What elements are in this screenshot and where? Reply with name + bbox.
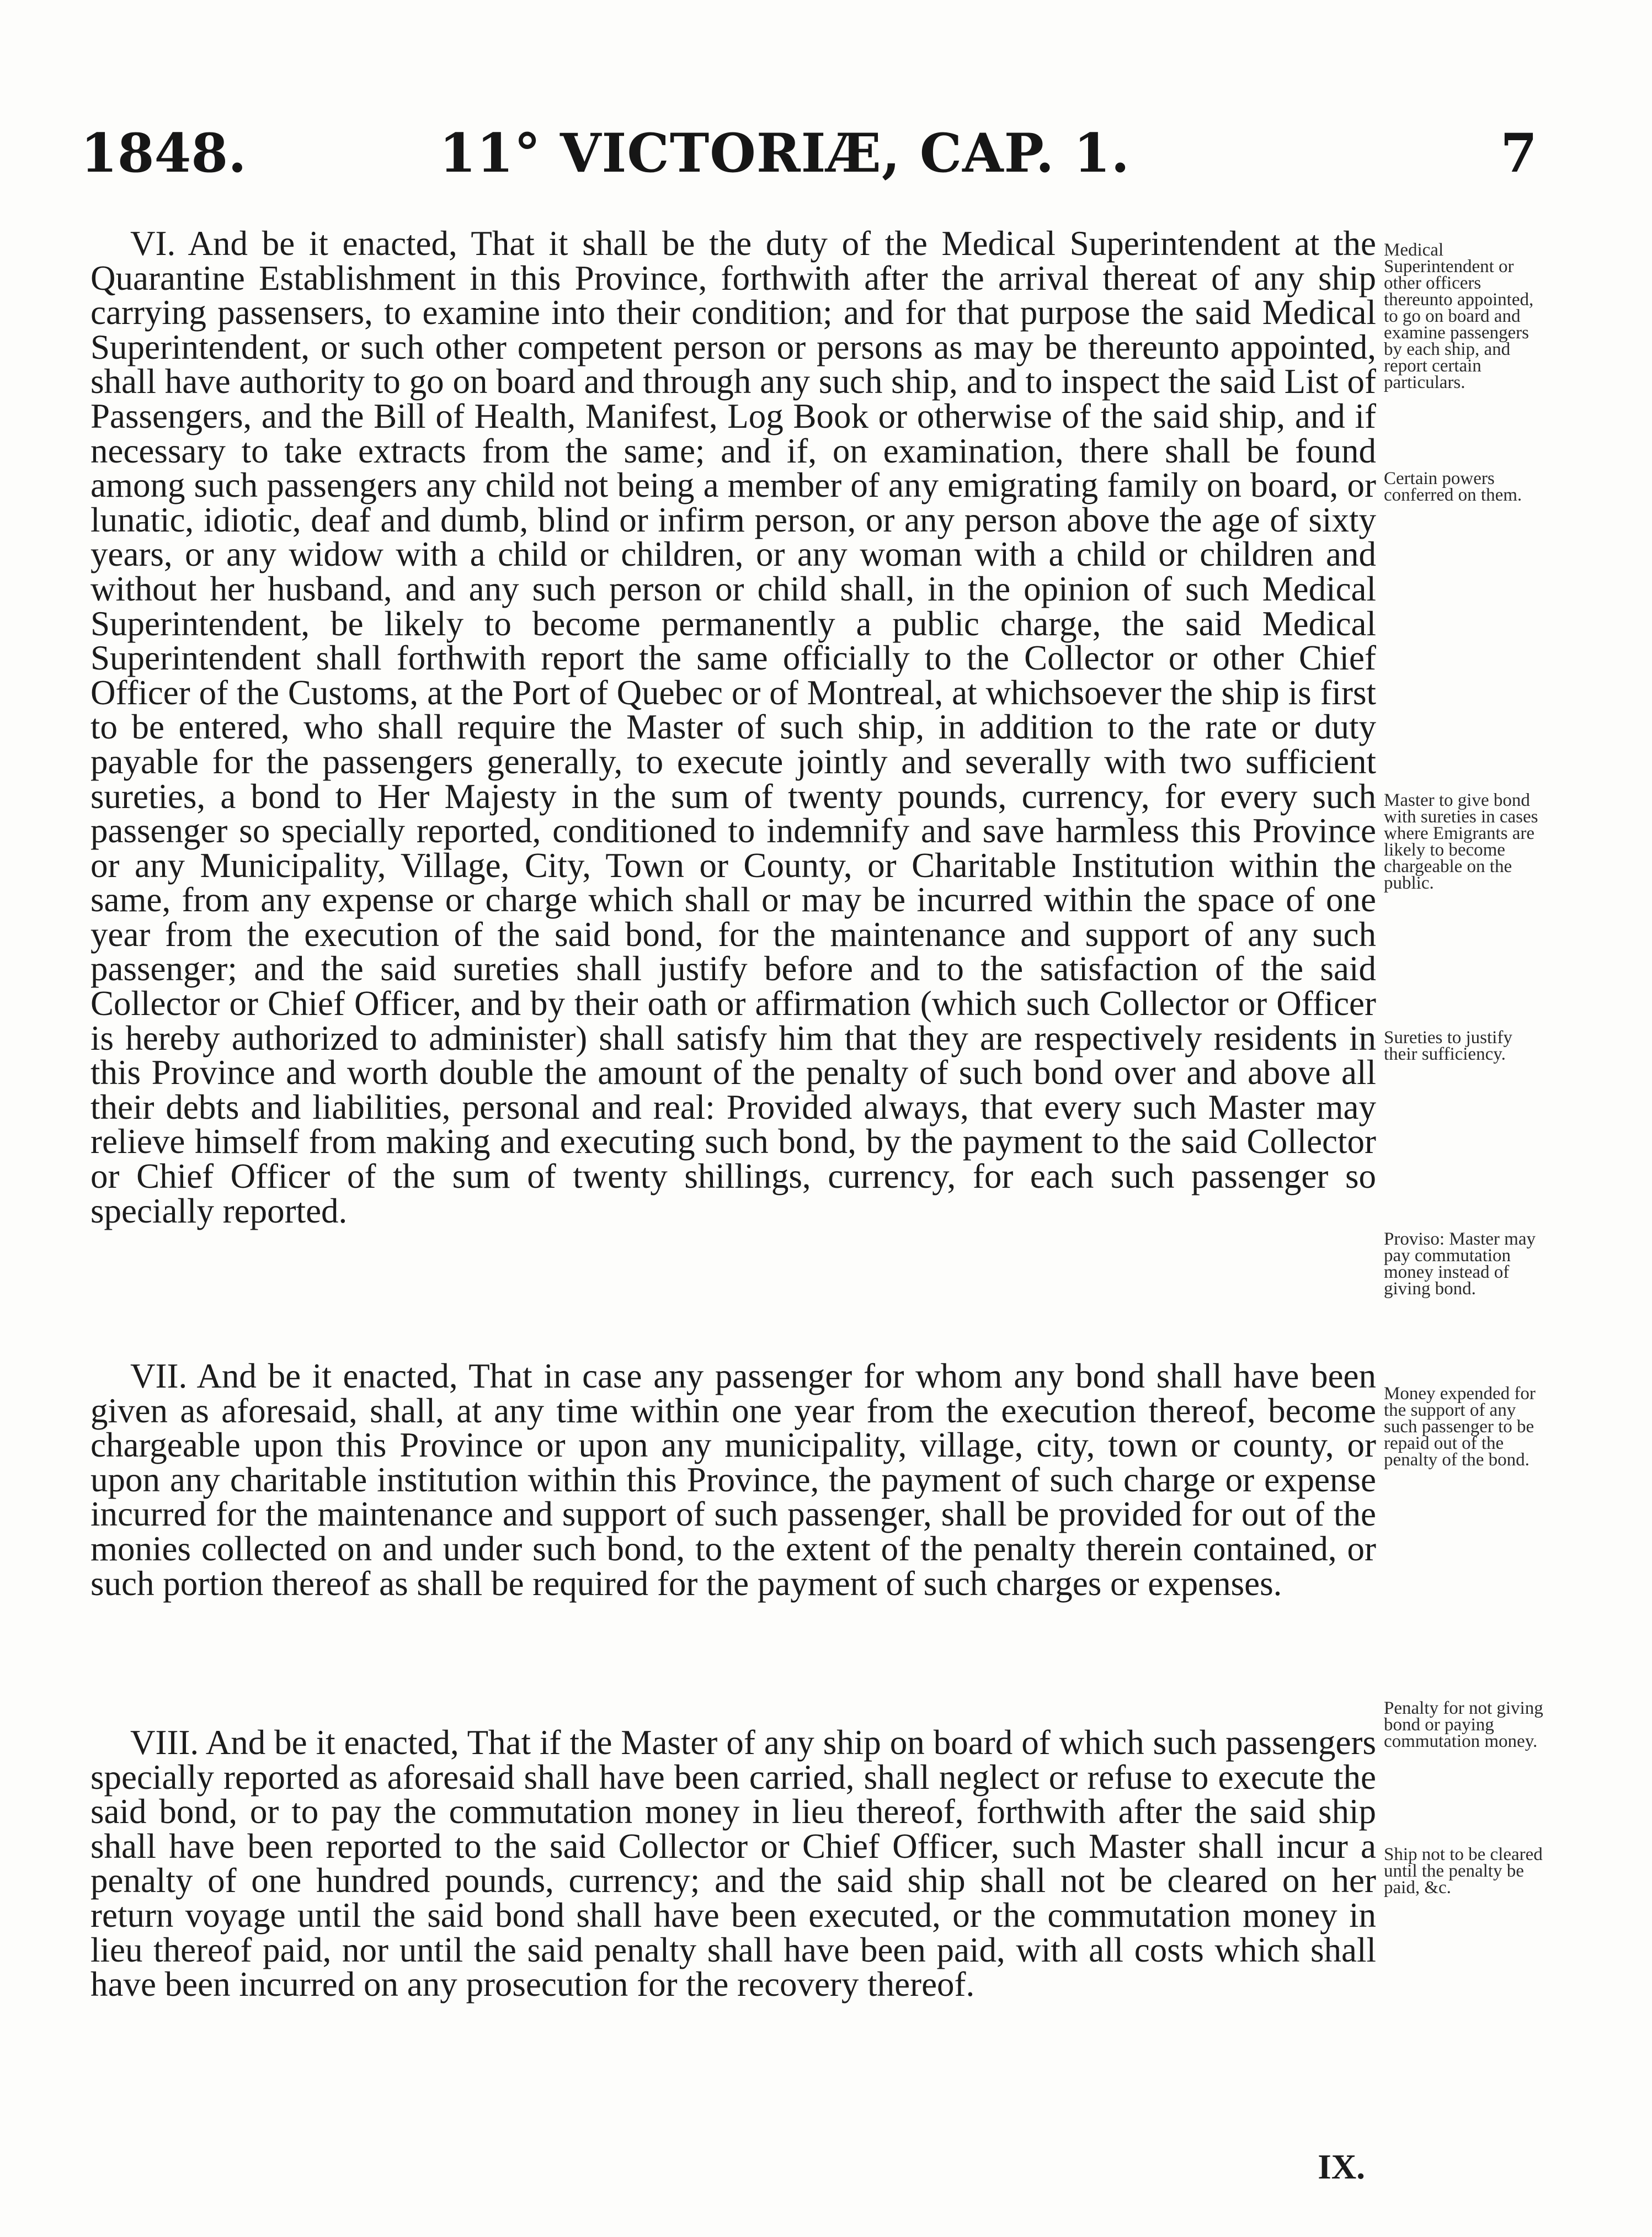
marginal-note-master-bond: Master to give bond with sureties in cases where Emigrants are likely to become chargeable on the public. [1384, 792, 1538, 893]
marginal-note-ship-not-cleared: Ship not to be cleared until the penalty be paid, &c. [1384, 1846, 1543, 1898]
header-title: 11° VICTORIÆ, CAP. 1. [439, 122, 1130, 184]
section-vi-text: VI. And be it enacted, That it shall be the duty of the Medical Superintendent at the Quarantine Establishment in this Province, forthwith after the arrival thereat of any ship carrying passensers, to examine into their condition; and for that purpose the said Medical Superintendent, or such other competent person or persons as may be thereunto appointed, shall have authority to go on board and through any such ship, and to inspect the said List of Passengers, and the Bill of Health, Manifest, Log Book or otherwise of the said ship, and if necessary to take extracts from the same; and if, on examination, there shall be found among such passengers any child not being a member of any emigrating family on board, or lunatic, idiotic, deaf and dumb, blind or infirm person, or any person above the age of sixty years, or any widow with a child or children, or any woman with a child or children and without her husband, and any such person or child shall, in the opinion of such Medical Superintendent, be likely to become permanently a public charge, the said Medical Superintendent shall forthwith report the same officially to the Collector or other Chief Officer of the Customs, at the Port of Quebec or of Montreal, at whichsoever the ship is first to be entered, who shall require the Master of such ship, in addition to the rate or duty payable for the passengers generally, to execute jointly and severally with two sufficient sureties, a bond to Her Majesty in the sum of twenty pounds, currency, for every such passenger so specially reported, conditioned to indemnify and save harmless this Province or any Municipality, Village, City, Town or County, or Charitable Institution within the same, from any expense or charge which shall or may be incurred within the space of one year from the execution of the said bond, for the maintenance and support of any such passenger; and the said sureties shall justify before and to the satisfaction of the said Collector or Chief Officer, and by their oath or affirmation (which such Collector or Officer is hereby authorized to administer) shall satisfy him that they are respectively residents in this Province and worth double the amount of the penalty of such bond over and above all their debts and liabilities, personal and real: Provided always, that every such Master may relieve himself from making and executing such bond, by the payment to the said Collector or Chief Officer of the sum of twenty shillings, currency, for each such passenger so specially reported. [90, 226, 1376, 1230]
header-year: 1848. [81, 122, 247, 184]
section-viii-text: VIII. And be it enacted, That if the Master of any ship on board of which such passengers specially reported as aforesaid shall have been carried, shall neglect or refuse to execute the said bond, or to pay the commutation money in lieu thereof, forthwith after the said ship shall have been reported to the said Collector or Chief Officer, such Master shall incur a penalty of one hundred pounds, currency; and the said ship shall not be cleared on her return voyage until the said bond shall have been executed, or the commutation money in lieu thereof paid, nor until the said penalty shall have been paid, with all costs which shall have been incurred on any prosecution for the recovery thereof. [90, 1725, 1376, 2004]
marginal-note-powers: Certain powers conferred on them. [1384, 470, 1522, 505]
marginal-note-penalty: Penalty for not giving bond or paying commutation money. [1384, 1700, 1543, 1751]
section-vii [90, 1359, 1376, 1670]
main-text-column [90, 226, 1376, 2037]
running-head [81, 120, 1537, 187]
marginal-note-money-expended: Money expended for the support of any such passenger to be repaid out of the penalty of the bond. [1384, 1385, 1536, 1470]
section-viii [90, 1725, 1376, 2037]
section-vii-text: VII. And be it enacted, That in case any passenger for whom any bond shall have been given as aforesaid, shall, at any time within one year from the execution thereof, become chargeable upon this Province or upon any municipality, village, city, town or county, or upon any charitable institution within this Province, the payment of such charge or expense incurred for the maintenance and support of such passenger, shall be provided for out of the monies collected on and under such bond, to the extent of the penalty therein contained, or such portion thereof as shall be required for the payment of such charges or expenses. [90, 1359, 1376, 1603]
catchword: IX. [1318, 2148, 1365, 2186]
section-vi [90, 226, 1376, 1319]
marginal-note-medical-superintendent: Medical Superintendent or other officers thereunto appointed, to go on board and examine passengers by each ship, and report certain particulars. [1384, 242, 1534, 392]
page-number: 7 [1500, 122, 1537, 184]
marginal-note-sureties: Sureties to justify their sufficiency. [1384, 1029, 1512, 1064]
marginal-note-proviso: Proviso: Master may pay commutation money instead of giving bond. [1384, 1231, 1536, 1299]
